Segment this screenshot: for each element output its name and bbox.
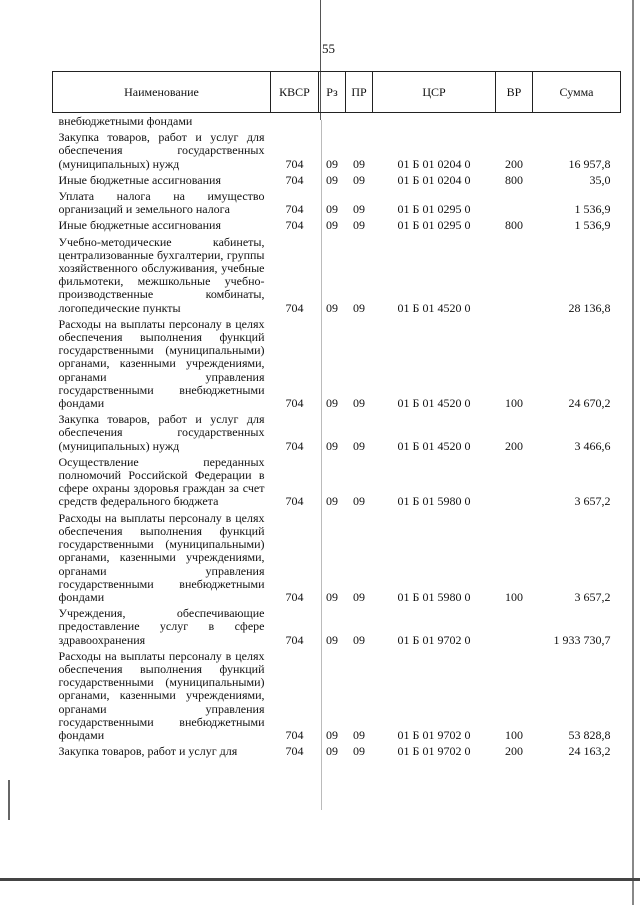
cell-sum	[533, 113, 621, 130]
table-row	[53, 605, 621, 648]
cell-vr: 100	[505, 396, 523, 411]
cell-kvsr: 704	[285, 727, 304, 742]
cell-name: Иные бюджетные ассигнования	[58, 218, 221, 233]
cell-vr: 200	[505, 438, 523, 453]
cell-kvsr: 704	[285, 744, 304, 759]
cell-kvsr: 704	[285, 300, 304, 315]
cell-pr: 09	[353, 202, 365, 217]
budget-table	[52, 71, 621, 759]
scan-left-mark	[8, 780, 10, 820]
cell-csr: 01 Б 01 4520 0	[397, 438, 471, 453]
cell-pr: 09	[353, 172, 365, 187]
cell-csr: 01 Б 01 0204 0	[397, 172, 471, 187]
cell-name: внебюджетными фондами	[58, 114, 193, 128]
cell-pr: 09	[353, 156, 365, 171]
cell-sum: 3 657,2	[574, 494, 611, 509]
cell-vr	[496, 605, 533, 648]
cell-kvsr: 704	[285, 218, 304, 233]
cell-rz: 09	[326, 494, 338, 509]
cell-rz: 09	[326, 396, 338, 411]
scan-bottom-mark	[0, 878, 640, 881]
header-rz: Рз	[319, 72, 346, 113]
cell-rz: 09	[326, 438, 338, 453]
cell-csr: 01 Б 01 9702 0	[397, 744, 471, 759]
scan-edge-mark	[632, 0, 634, 905]
cell-sum: 28 136,8	[568, 300, 611, 315]
cell-pr: 09	[353, 438, 365, 453]
cell-pr: 09	[353, 632, 365, 647]
cell-kvsr: 704	[285, 396, 304, 411]
table-row	[53, 411, 621, 454]
cell-name: Учреждения, обеспечивающие предоставление услуг в сфере здравоохранения	[58, 606, 265, 647]
cell-name: Расходы на выплаты персоналу в целях обеспечения выполнения функций государственными (муниципальными) органами, казенными учреждениями, органами управления государственными внебюджетными фондами	[58, 648, 265, 742]
cell-csr: 01 Б 01 9702 0	[397, 632, 471, 647]
cell-name: Закупка товаров, работ и услуг для	[58, 744, 238, 759]
table-row	[53, 454, 621, 510]
cell-sum: 1 536,9	[574, 202, 611, 217]
cell-sum: 3 657,2	[574, 589, 611, 604]
table-row	[53, 648, 621, 743]
cell-pr: 09	[353, 744, 365, 759]
cell-pr: 09	[353, 396, 365, 411]
table-row	[53, 217, 621, 233]
cell-pr: 09	[353, 589, 365, 604]
cell-vr: 800	[505, 172, 523, 187]
table-body	[53, 113, 621, 760]
cell-name: Закупка товаров, работ и услуг для обеспечения государственных (муниципальных) нужд	[58, 412, 265, 453]
cell-rz: 09	[326, 300, 338, 315]
cell-kvsr: 704	[285, 589, 304, 604]
cell-pr: 09	[353, 218, 365, 233]
cell-csr: 01 Б 01 9702 0	[397, 727, 471, 742]
cell-sum: 24 670,2	[568, 396, 611, 411]
header-sum: Сумма	[533, 72, 621, 113]
cell-kvsr: 704	[285, 494, 304, 509]
cell-sum: 53 828,8	[568, 727, 611, 742]
table-row	[53, 113, 621, 130]
cell-name: Уплата налога на имущество организаций и земельного налога	[58, 189, 265, 217]
cell-kvsr: 704	[285, 156, 304, 171]
cell-vr: 100	[505, 589, 523, 604]
cell-sum: 3 466,6	[574, 438, 611, 453]
cell-csr: 01 Б 01 5980 0	[397, 494, 471, 509]
cell-name: Учебно-методические кабинеты, централизованные бухгалтерии, группы хозяйственного обслуживания, учебные фильмотеки, межшкольные учебно-производственные комбинаты, логопедические пункты	[58, 234, 265, 315]
table-row	[53, 129, 621, 172]
cell-rz	[319, 113, 346, 130]
cell-name: Иные бюджетные ассигнования	[58, 172, 221, 187]
cell-kvsr: 704	[285, 438, 304, 453]
table-row	[53, 188, 621, 217]
header-pr: ПР	[346, 72, 373, 113]
cell-csr: 01 Б 01 4520 0	[397, 396, 471, 411]
cell-csr: 01 Б 01 5980 0	[397, 589, 471, 604]
table-row	[53, 743, 621, 759]
table-row	[53, 510, 621, 605]
cell-rz: 09	[326, 744, 338, 759]
header-csr: ЦСР	[373, 72, 496, 113]
cell-kvsr: 704	[285, 172, 304, 187]
cell-pr: 09	[353, 494, 365, 509]
cell-sum: 35,0	[589, 172, 611, 187]
header-kvsr: КВСР	[271, 72, 319, 113]
table-row	[53, 234, 621, 316]
cell-vr	[496, 188, 533, 217]
cell-sum: 1 536,9	[574, 218, 611, 233]
cell-csr: 01 Б 01 0295 0	[397, 202, 471, 217]
cell-rz: 09	[326, 156, 338, 171]
cell-sum: 1 933 730,7	[553, 632, 611, 647]
cell-rz: 09	[326, 589, 338, 604]
cell-rz: 09	[326, 632, 338, 647]
cell-kvsr	[271, 113, 319, 130]
cell-pr: 09	[353, 727, 365, 742]
cell-kvsr: 704	[285, 202, 304, 217]
cell-rz: 09	[326, 202, 338, 217]
cell-name: Осуществление переданных полномочий Российской Федерации в сфере охраны здоровья граждан за счет средств федерального бюджета	[58, 454, 265, 509]
cell-vr: 200	[505, 744, 523, 759]
cell-vr: 200	[505, 156, 523, 171]
table-header-row	[53, 72, 621, 113]
cell-pr	[346, 113, 373, 130]
cell-csr: 01 Б 01 0295 0	[397, 218, 471, 233]
cell-kvsr: 704	[285, 632, 304, 647]
page-number: 55	[322, 41, 335, 56]
cell-vr: 100	[505, 727, 523, 742]
cell-vr	[496, 454, 533, 510]
table-row	[53, 172, 621, 188]
header-name: Наименование	[53, 72, 271, 113]
cell-csr: 01 Б 01 4520 0	[397, 300, 471, 315]
cell-rz: 09	[326, 172, 338, 187]
table-row	[53, 316, 621, 411]
header-vr: ВР	[496, 72, 533, 113]
cell-rz: 09	[326, 727, 338, 742]
cell-csr: 01 Б 01 0204 0	[397, 156, 471, 171]
cell-pr: 09	[353, 300, 365, 315]
cell-rz: 09	[326, 218, 338, 233]
cell-name: Закупка товаров, работ и услуг для обеспечения государственных (муниципальных) нужд	[58, 130, 265, 171]
cell-vr: 800	[505, 218, 523, 233]
cell-vr	[496, 113, 533, 130]
cell-vr	[496, 234, 533, 316]
cell-name: Расходы на выплаты персоналу в целях обеспечения выполнения функций государственными (муниципальными) органами, казенными учреждениями, органами управления государственными внебюджетными фондами	[58, 316, 265, 411]
cell-csr	[373, 113, 496, 130]
cell-sum: 16 957,8	[568, 156, 611, 171]
cell-sum: 24 163,2	[568, 744, 611, 759]
cell-name: Расходы на выплаты персоналу в целях обеспечения выполнения функций государственными (муниципальными) органами, казенными учреждениями, органами управления государственными внебюджетными фондами	[58, 510, 265, 604]
